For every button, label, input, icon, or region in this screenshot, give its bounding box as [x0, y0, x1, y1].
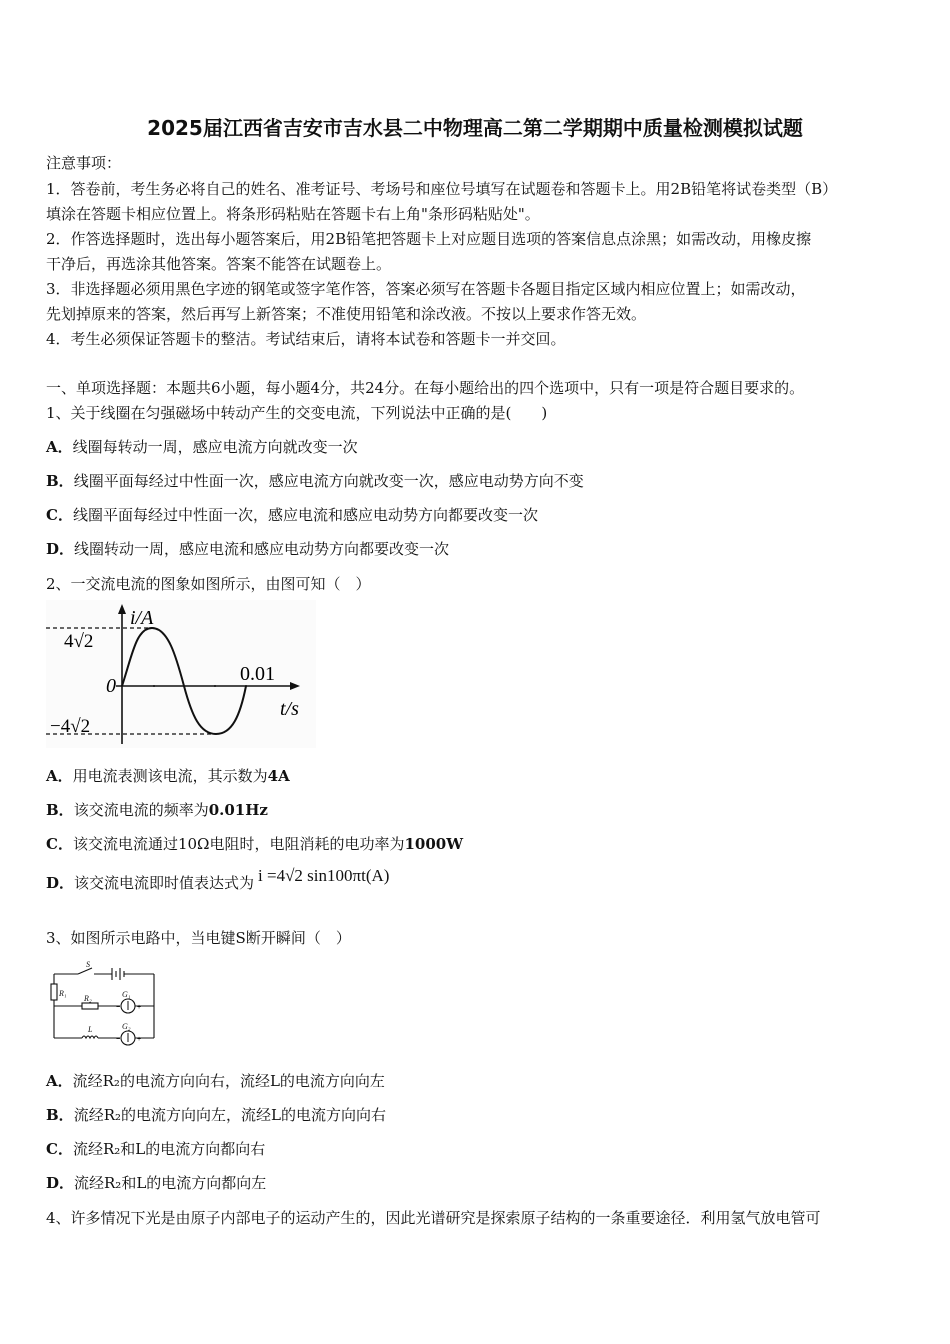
option-letter: A． — [46, 767, 73, 785]
question-3-option-d[interactable] — [46, 1172, 266, 1193]
g1-label: G₁ — [122, 990, 131, 999]
question-3-option-a[interactable] — [46, 1070, 385, 1091]
g2-minus: − — [116, 1036, 121, 1043]
option-letter: B． — [46, 472, 74, 490]
r1-label: R₁ — [59, 989, 67, 998]
g2-label: G₂ — [122, 1022, 131, 1031]
question-1-option-a[interactable] — [46, 436, 358, 457]
trough-label: −4√2 — [50, 716, 91, 737]
option-text: 线圈平面每经过中性面一次，感应电流和感应电动势方向都要改变一次 — [72, 506, 538, 524]
tick-mark — [214, 685, 216, 687]
notice-line: 干净后，再选涂其他答案。答案不能答在试题卷上。 — [46, 255, 392, 273]
option-letter: B． — [46, 801, 74, 819]
origin-label: 0 — [106, 675, 116, 697]
section-heading: 一、单项选择题：本题共6小题，每小题4分，共24分。在每小题给出的四个选项中，只有一项是符合题目要求的。 — [46, 379, 805, 397]
tick-label: 0.01 — [240, 663, 275, 685]
option-text: 线圈转动一周，感应电流和感应电动势方向都要改变一次 — [74, 540, 450, 558]
option-formula: i =4√2 sin100πt(A) — [258, 866, 390, 885]
question-4-stem: 4、许多情况下光是由原子内部电子的运动产生的，因此光谱研究是探索原子结构的一条重要途径．利用氢气放电管可 — [46, 1209, 821, 1227]
notice-line: 3．非选择题必须用黑色字迹的钢笔或签字笔作答，答案必须写在答题卡各题目指定区域内相应位置上；如需改动， — [46, 280, 806, 298]
option-letter: D． — [46, 540, 75, 558]
option-letter: D． — [46, 1174, 75, 1192]
option-text: 流经R₂的电流方向向右，流经L的电流方向向左 — [72, 1072, 385, 1090]
question-2-option-a[interactable] — [46, 765, 290, 786]
question-1-stem: 1、关于线圈在匀强磁场中转动产生的交变电流，下列说法中正确的是( ) — [46, 404, 548, 422]
notice-line: 4．考生必须保证答题卡的整洁。考试结束后，请将本试卷和答题卡一并交回。 — [46, 330, 566, 348]
option-text: 流经R₂和L的电流方向都向右 — [72, 1140, 266, 1158]
inductor-coil — [82, 1036, 98, 1038]
notice-line: 先划掉原来的答案，然后再写上新答案；不准使用铅笔和涂改液。不按以上要求作答无效。 — [46, 305, 647, 323]
option-letter: D． — [46, 874, 75, 892]
option-letter: A． — [46, 1072, 73, 1090]
notice-line: 1．答卷前，考生务必将自己的姓名、准考证号、考场号和座位号填写在试题卷和答题卡上。用2B铅笔将试卷类型（B） — [46, 180, 838, 198]
g2-plus: + — [137, 1036, 142, 1043]
notice-heading: 注意事项： — [46, 154, 122, 172]
option-value: 4A — [267, 767, 290, 785]
g1-minus: − — [116, 1004, 121, 1011]
question-2-option-d[interactable] — [46, 866, 390, 893]
x-axis-label: t/s — [280, 698, 299, 720]
question-2-option-b[interactable] — [46, 799, 268, 820]
r2-label: R₂ — [84, 994, 92, 1003]
option-text: 该交流电流通过10Ω电阻时，电阻消耗的电功率为 — [72, 835, 405, 853]
option-text: 流经R₂的电流方向向左，流经L的电流方向向右 — [73, 1106, 386, 1124]
question-1-option-d[interactable] — [46, 538, 449, 559]
option-value: 0.01Hz — [208, 801, 268, 819]
option-letter: A． — [46, 438, 73, 456]
tick-mark — [245, 685, 247, 687]
question-3-stem: 3、如图所示电路中，当电键S断开瞬间（ ） — [46, 929, 351, 947]
question-2-stem: 2、一交流电流的图象如图所示，由图可知（ ） — [46, 575, 371, 593]
option-value: 1000W — [404, 835, 464, 853]
option-text: 线圈平面每经过中性面一次，感应电流方向就改变一次，感应电动势方向不变 — [73, 472, 584, 490]
option-text: 用电流表测该电流，其示数为 — [72, 767, 268, 785]
inductor-label: L — [88, 1025, 93, 1034]
option-letter: B． — [46, 1106, 74, 1124]
notice-line: 填涂在答题卡相应位置上。将条形码粘贴在答题卡右上角"条形码粘贴处"。 — [46, 205, 540, 223]
option-text: 该交流电流的频率为 — [73, 801, 209, 819]
g1-plus: + — [137, 1004, 142, 1011]
option-text: 线圈每转动一周，感应电流方向就改变一次 — [72, 438, 358, 456]
y-axis-label: i/A — [130, 607, 154, 629]
question-1-option-c[interactable] — [46, 504, 538, 525]
current-time-graph — [46, 600, 316, 748]
question-2-option-c[interactable] — [46, 833, 463, 854]
notice-line: 2．作答选择题时，选出每小题答案后，用2B铅笔把答题卡上对应题目选项的答案信息点涂黑；如需改动，用橡皮擦 — [46, 230, 812, 248]
question-3-option-b[interactable] — [46, 1104, 386, 1125]
resistor-r1 — [51, 984, 57, 1000]
tick-mark — [153, 685, 155, 687]
peak-label: 4√2 — [64, 631, 94, 652]
option-letter: C． — [46, 835, 73, 853]
option-text: 流经R₂和L的电流方向都向左 — [74, 1174, 267, 1192]
option-letter: C． — [46, 506, 73, 524]
switch-label: S — [86, 960, 90, 969]
circuit-diagram — [48, 960, 162, 1052]
option-text: 该交流电流即时值表达式为 — [74, 874, 255, 892]
option-letter: C． — [46, 1140, 73, 1158]
question-3-option-c[interactable] — [46, 1138, 265, 1159]
question-1-option-b[interactable] — [46, 470, 584, 491]
resistor-r2 — [82, 1003, 98, 1009]
page-title: 2025届江西省吉安市吉水县二中物理高二第二学期期中质量检测模拟试题 — [147, 116, 803, 140]
